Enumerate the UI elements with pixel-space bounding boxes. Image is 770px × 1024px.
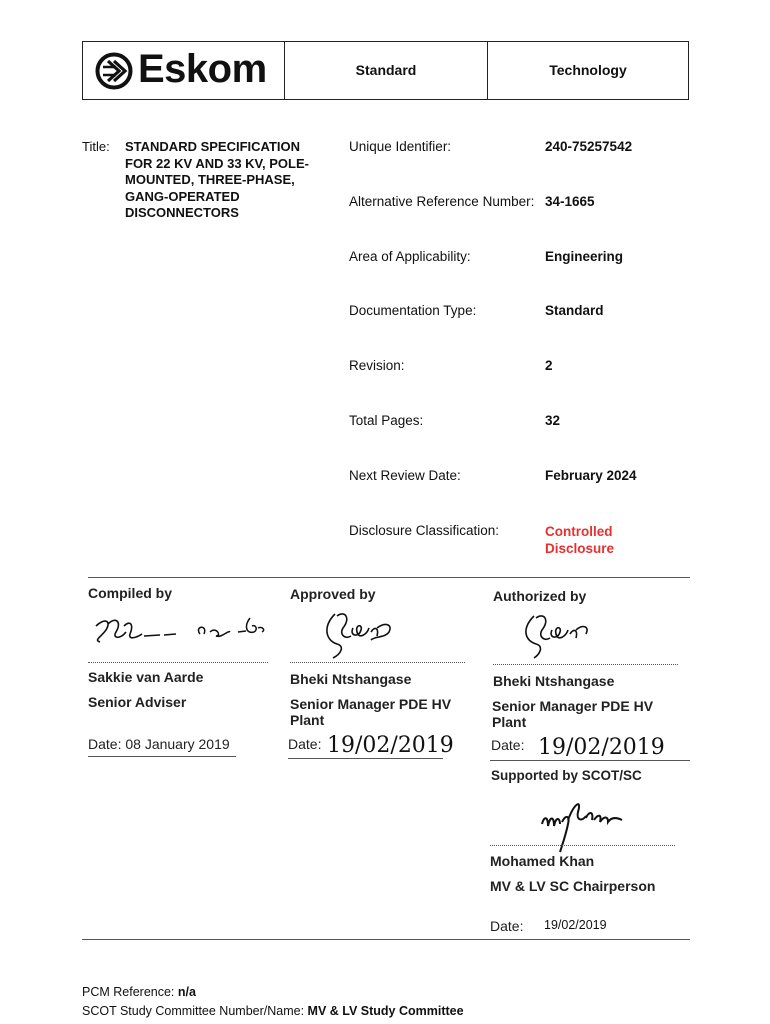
- approval-bottom-rule: [82, 939, 690, 940]
- total-pages-label: Total Pages:: [349, 413, 424, 428]
- applicability-label: Area of Applicability:: [349, 249, 471, 264]
- authorized-by-role: [492, 698, 653, 730]
- role-line: Senior Manager PDE HV: [492, 698, 654, 714]
- revision-label: Revision:: [349, 358, 405, 373]
- approved-signature-line: [290, 662, 465, 663]
- category-cell: [488, 42, 688, 99]
- supported-signature-line: [490, 845, 675, 846]
- approved-by-heading: Approved by: [290, 586, 376, 602]
- compiled-by-name: Sakkie van Aarde: [88, 669, 204, 685]
- unique-identifier-value: 240-75257542: [545, 139, 633, 154]
- role-line: Plant: [492, 714, 527, 730]
- authorized-by-name: Bheki Ntshangase: [493, 673, 615, 689]
- logo-wordmark: Eskom: [138, 47, 267, 91]
- authorized-by-heading: Authorized by: [493, 588, 587, 604]
- pcm-reference-label: PCM Reference:: [82, 985, 175, 999]
- alt-reference-value: 34-1665: [545, 194, 595, 209]
- document-type-label: Standard: [355, 62, 417, 78]
- logo-cell: [83, 42, 285, 99]
- authorized-signature: [516, 608, 596, 666]
- approved-signature: [315, 606, 405, 664]
- authorized-date-label: Date:: [491, 737, 525, 753]
- title-line: STANDARD SPECIFICATION: [125, 139, 301, 154]
- compiled-by-date: Date: 08 January 2019: [88, 736, 230, 752]
- supported-date-value: 19/02/2019: [544, 918, 607, 932]
- document-header-table: [82, 41, 689, 100]
- document-category-label: Technology: [549, 62, 627, 78]
- title-line: GANG-OPERATED: [125, 188, 240, 204]
- title-line: FOR 22 KV AND 33 KV, POLE-: [125, 155, 309, 171]
- total-pages-value: 32: [545, 413, 561, 428]
- alt-reference-label: Alternative Reference Number:: [349, 194, 535, 209]
- approved-date-rule: [288, 758, 443, 759]
- disclosure-label: Disclosure Classification:: [349, 523, 500, 538]
- pcm-reference-value: n/a: [177, 985, 196, 999]
- disclosure-line: Controlled: [545, 524, 613, 539]
- scot-committee: [82, 1004, 464, 1018]
- supported-by-name: Mohamed Khan: [490, 853, 595, 869]
- compiled-signature-line: [88, 662, 268, 663]
- role-line: Plant: [290, 712, 325, 728]
- authorized-signature-line: [493, 664, 678, 665]
- supported-by-role: MV & LV SC Chairperson: [490, 878, 656, 894]
- title-line: MOUNTED, THREE-PHASE,: [125, 172, 295, 187]
- supported-date-label: Date:: [490, 918, 524, 934]
- documentation-type-value: Standard: [545, 303, 604, 318]
- compiled-signature: [90, 612, 275, 654]
- document-title: [125, 139, 330, 222]
- title-label: Title:: [82, 139, 110, 154]
- authorized-date-rule: [490, 760, 690, 761]
- eskom-logo-icon: [95, 52, 133, 90]
- disclosure-line: Disclosure: [545, 541, 615, 556]
- unique-identifier-label: Unique Identifier:: [349, 139, 452, 154]
- approval-top-rule: [88, 577, 690, 578]
- approved-by-role: [290, 696, 451, 728]
- authorized-date-handwritten: 19/02/2019: [538, 735, 665, 760]
- documentation-type-label: Documentation Type:: [349, 303, 477, 318]
- approved-date-label: Date:: [288, 736, 322, 752]
- next-review-value: February 2024: [545, 468, 637, 483]
- compiled-by-heading: Compiled by: [88, 585, 173, 601]
- revision-value: 2: [545, 358, 553, 373]
- scot-committee-label: SCOT Study Committee Number/Name:: [82, 1004, 305, 1018]
- role-line: Senior Manager PDE HV: [290, 696, 452, 712]
- disclosure-value: [545, 523, 614, 557]
- approved-date-handwritten: 19/02/2019: [327, 733, 454, 758]
- applicability-value: Engineering: [545, 249, 624, 264]
- scot-committee-value: MV & LV Study Committee: [307, 1004, 464, 1018]
- title-line: DISCONNECTORS: [125, 205, 239, 220]
- next-review-label: Next Review Date:: [349, 468, 461, 483]
- compiled-date-rule: [88, 756, 236, 757]
- approved-by-name: Bheki Ntshangase: [290, 671, 412, 687]
- supported-by-heading: Supported by SCOT/SC: [491, 768, 642, 783]
- pcm-reference: [82, 985, 196, 999]
- compiled-by-role: Senior Adviser: [88, 694, 187, 710]
- type-cell: [285, 42, 488, 99]
